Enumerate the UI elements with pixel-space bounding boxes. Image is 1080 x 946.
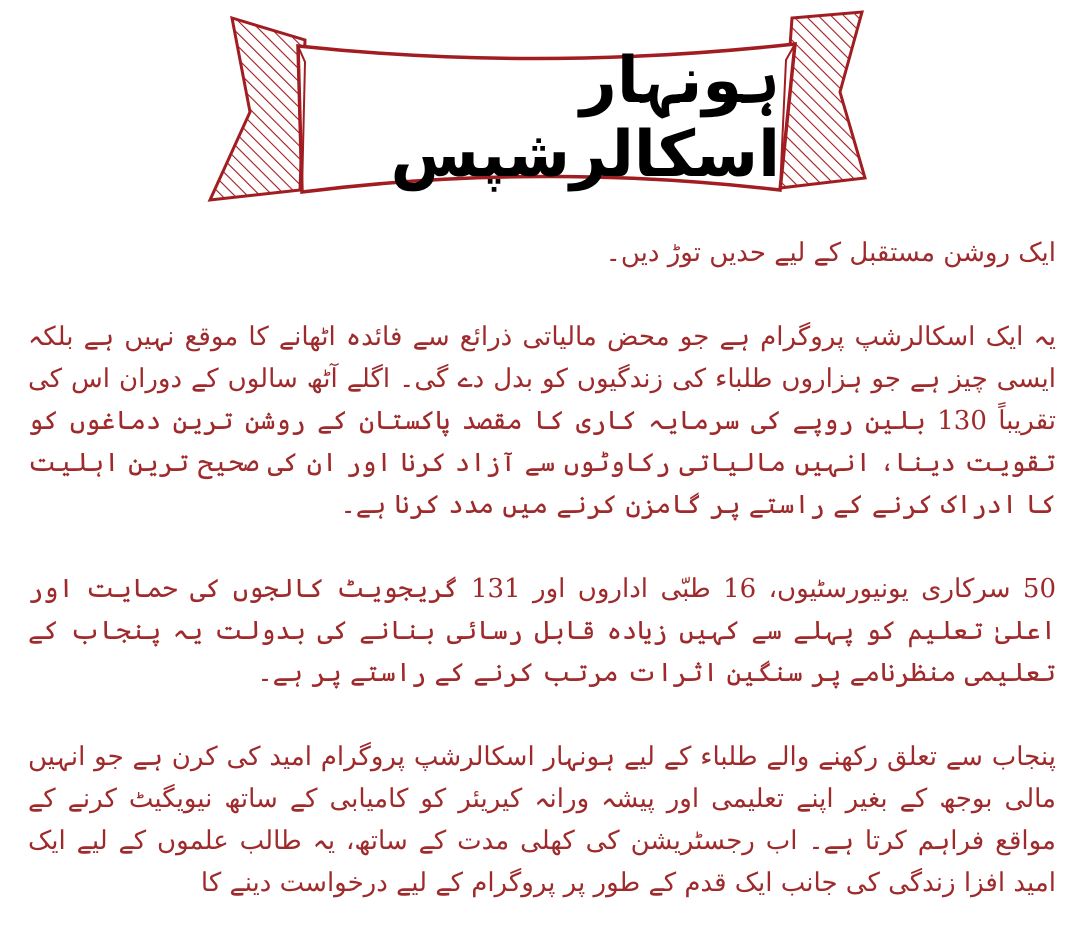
title-banner [0, 0, 1080, 230]
paragraph-institutions: 50 سرکاری یونیورسٹیوں، 16 طبّی اداروں اور 131 گریجویٹ کالجوں کی حمایت اور اعلیٰ تعلیم کو پہلے سے کہیں زیادہ قابل رسائی بنانے کی بدولت یہ پنجاب کے تعلیمی منظرنامے پر سنگین اثرات مرتب کرنے کے راستے پر ہے۔ [28, 574, 1056, 688]
page-title: ہونہار اسکالرشپس [390, 43, 780, 192]
article-body [28, 232, 1056, 946]
tagline: ایک روشن مستقبل کے لیے حدیں توڑ دیں۔ [605, 238, 1056, 268]
left-ribbon-tail [210, 18, 305, 200]
paragraph-intro: یہ ایک اسکالرشپ پروگرام ہے جو محض مالیاتی ذرائع سے فائدہ اٹھانے کا موقع نہیں ہے بلکہ ایسی چیز ہے جو ہزاروں طلباء کی زندگیوں کو بدل دے گی۔ اگلے آٹھ سالوں کے دوران اس کی تقریباً 130 بلین روپے کی سرمایہ کاری کا مقصد پاکستان کے روشن ترین دماغوں کو تقویت دینا، انہیں مالیاتی رکاوٹوں سے آزاد کرنا اور ان کی صحیح ترین اہلیت کا ادراک کرنے کے راستے پر گامزن کرنے میں مدد کرنا ہے۔ [28, 322, 1056, 520]
paragraph-hope: پنجاب سے تعلق رکھنے والے طلباء کے لیے ہونہار اسکالرشپ پروگرام امید کی کرن ہے جو انہیں مالی بوجھ کے بغیر اپنے تعلیمی اور پیشہ ورانہ کیریئر کو کامیابی کے ساتھ نیویگیٹ کرنے کے مواقع فراہم کرتا ہے۔ اب رجسٹریشن کی کھلی مدت کے ساتھ، یہ طالب علموں کے لیے ایک امید افزا زندگی کی جانب ایک قدم کے طور پر پروگرام کے لیے درخواست دینے کا [28, 742, 1056, 898]
right-ribbon-tail [780, 12, 865, 188]
